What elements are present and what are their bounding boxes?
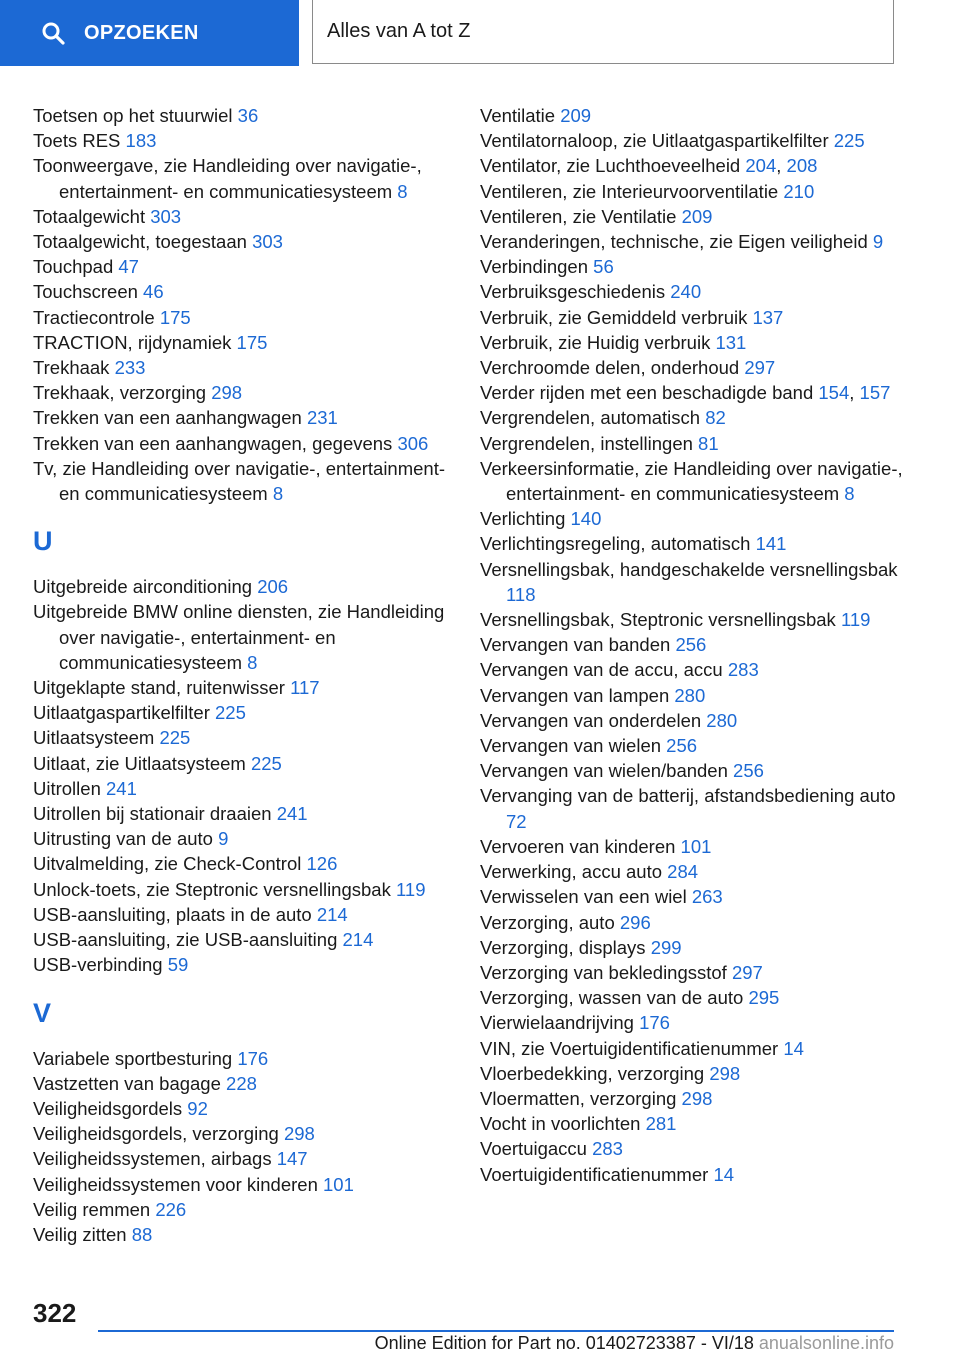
index-entry: [33, 380, 453, 405]
index-entry-text: Ventilatie: [480, 105, 556, 126]
page-link[interactable]: 206: [257, 576, 289, 598]
index-entry-text: Veiligheidssystemen, airbags: [33, 1148, 272, 1170]
page-link[interactable]: 283: [727, 659, 759, 681]
index-entry-text: Trekhaak: [33, 357, 110, 379]
page-link[interactable]: 296: [619, 911, 651, 933]
index-entry-text: Voertuigidentificatienummer: [480, 1163, 709, 1185]
search-button-label: OPZOEKEN: [84, 21, 199, 44]
index-entry: [33, 851, 453, 876]
page-link[interactable]: 280: [706, 709, 738, 731]
index-entry: [480, 733, 910, 758]
index-entry-text: Versnellingsbak, Steptronic versnellingsbak: [480, 609, 836, 631]
index-entry-text: Verder rijden met een beschadigde band: [480, 382, 814, 404]
index-entry-text: Uitlaatsysteem: [33, 727, 155, 749]
page-link[interactable]: 9: [218, 828, 229, 850]
index-entry-text: Uitgebreide BMW online diensten, zie Handleiding over navigatie-, entertainment- en communicatiesysteem: [33, 601, 445, 673]
index-entry: [480, 103, 910, 128]
page-link[interactable]: 117: [290, 677, 320, 699]
page-link[interactable]: 176: [639, 1012, 670, 1034]
page-link[interactable]: 298: [681, 1087, 713, 1109]
page-link[interactable]: 9: [872, 231, 884, 253]
index-entry: [480, 884, 910, 909]
page-link[interactable]: 82: [705, 407, 726, 429]
index-entry-text: Unlock-toets, zie Steptronic versnellingsbak: [33, 878, 391, 900]
page-link[interactable]: 280: [674, 684, 706, 706]
index-entry: [33, 1172, 453, 1197]
index-entry: [480, 1111, 910, 1136]
footer-edition-text: Online Edition for Part no. 01402723387 - VI/18: [374, 1333, 754, 1353]
index-entry-text: Verzorging van bekledingsstof: [480, 961, 727, 983]
index-entry-text: Ventileren, zie Interieurvoorventilatie: [480, 180, 779, 202]
index-entry-text: Vocht in voorlichten: [480, 1113, 641, 1135]
page-link[interactable]: 81: [698, 432, 719, 454]
index-entry: [480, 1036, 910, 1061]
index-entry: [480, 179, 910, 204]
index-entry: [480, 834, 910, 859]
index-entry: [480, 254, 910, 279]
index-entry: [33, 952, 453, 977]
index-entry: [480, 531, 910, 556]
page-link[interactable]: 8: [397, 180, 408, 202]
index-entry-text: Vervoeren van kinderen: [480, 835, 676, 857]
index-entry: [33, 751, 453, 776]
index-group-v: [33, 1046, 453, 1248]
index-entry-text: Veilig remmen: [33, 1198, 151, 1220]
index-entry: [33, 128, 453, 153]
index-entry-text: Toonweergave, zie Handleiding over navigatie-, entertainment- en communicatiesysteem: [33, 155, 422, 202]
page-link[interactable]: 8: [272, 483, 284, 505]
index-entry: [480, 708, 910, 733]
page-link[interactable]: 298: [283, 1123, 315, 1145]
index-entry: [33, 801, 453, 826]
index-entry-text: Verwerking, accu auto: [480, 861, 663, 883]
index-entry-text: Verkeersinformatie, zie Handleiding over navigatie-, entertainment- en communicatiesysteem: [480, 457, 903, 505]
index-entry-text: Toetsen op het stuurwiel: [33, 105, 233, 126]
index-entry: [33, 1071, 453, 1096]
page-link[interactable]: 231: [306, 407, 338, 429]
index-entry-text: Touchscreen: [33, 281, 138, 303]
page-link[interactable]: 297: [731, 961, 763, 983]
page-link[interactable]: 92: [187, 1097, 208, 1119]
index-entry-text: Vloerbedekking, verzorging: [480, 1062, 705, 1084]
index-entry-text: Uitgebreide airconditioning: [33, 576, 253, 598]
index-entry: [480, 557, 910, 607]
index-group-u: [33, 574, 453, 977]
index-column-left: [33, 103, 453, 1247]
index-entry-text: Ventileren, zie Ventilatie: [480, 205, 677, 227]
page-link[interactable]: 241: [106, 777, 137, 799]
index-entry-text: Veiligheidsgordels, verzorging: [33, 1123, 279, 1145]
index-entry-text: Verbruik, zie Huidig verbruik: [480, 331, 711, 353]
page-link[interactable]: 297: [744, 357, 776, 379]
page-link[interactable]: 56: [593, 256, 614, 278]
section-title[interactable]: [312, 0, 894, 64]
index-entry-text: Verzorging, auto: [480, 911, 615, 933]
index-group-t: [33, 103, 453, 506]
index-entry: [33, 305, 453, 330]
index-entry: [33, 405, 453, 430]
index-entry-text: Uitgeklapte stand, ruitenwisser: [33, 677, 285, 699]
page-link[interactable]: 263: [691, 886, 723, 908]
index-entry-text: Totaalgewicht, toegestaan: [33, 231, 247, 253]
top-bar: [0, 0, 960, 66]
index-entry-text: Verzorging, wassen van de auto: [480, 987, 744, 1009]
index-entry: [480, 1061, 910, 1086]
index-group-v-continued: [480, 103, 910, 1187]
index-entry-text: Uitlaat, zie Uitlaatsysteem: [33, 752, 246, 774]
index-entry: [33, 204, 453, 229]
page-link[interactable]: 176: [237, 1047, 269, 1069]
page-link[interactable]: 101: [680, 835, 712, 857]
page-link[interactable]: 141: [755, 533, 787, 555]
index-entry-text: USB-verbinding: [33, 954, 163, 976]
index-entry-text: Uitlaatgaspartikelfilter: [33, 702, 210, 724]
index-entry: [480, 229, 910, 254]
index-entry-text: Veiligheidssystemen voor kinderen: [33, 1173, 318, 1195]
page-link[interactable]: 299: [650, 936, 682, 958]
index-entry: [33, 902, 453, 927]
index-entry: [480, 1136, 910, 1161]
page-link[interactable]: 306: [397, 432, 429, 454]
index-entry-text: Verwisselen van een wiel: [480, 886, 687, 908]
page-link[interactable]: 14: [713, 1163, 735, 1185]
index-entry: [33, 1222, 453, 1247]
index-entry: [480, 935, 910, 960]
page-link[interactable]: 214: [316, 903, 348, 925]
index-entry-text: Veiligheidsgordels: [33, 1097, 183, 1119]
index-entry: [480, 405, 910, 430]
index-entry-text: Ventilator, zie Luchthoeveelheid: [480, 155, 741, 177]
page-link[interactable]: 295: [748, 987, 780, 1009]
page-link[interactable]: 298: [211, 382, 243, 404]
footer-watermark: anualsonline.info: [758, 1333, 894, 1353]
index-entry-text: Uitrollen bij stationair draaien: [33, 803, 272, 825]
page-link[interactable]: 118: [506, 583, 536, 605]
index-entry-text: Vervangen van wielen/banden: [480, 760, 728, 782]
page-link[interactable]: 256: [675, 634, 707, 656]
index-entry-text: Veranderingen, technische, zie Eigen veiligheid: [480, 231, 868, 253]
index-entry: [33, 330, 453, 355]
index-entry-text: Verbindingen: [480, 256, 589, 278]
page-link[interactable]: 140: [570, 508, 602, 530]
page-link[interactable]: 175: [236, 331, 268, 353]
index-entry-text: Vierwielaandrijving: [480, 1012, 634, 1034]
index-entry: [33, 279, 453, 304]
page-link[interactable]: 283: [592, 1138, 623, 1160]
page-link[interactable]: 210: [783, 180, 815, 202]
index-entry-text: Verbruiksgeschiedenis: [480, 281, 666, 303]
index-entry-text: Trekken van een aanhangwagen, gegevens: [33, 432, 393, 454]
index-entry: [33, 1146, 453, 1171]
index-entry-text: Versnellingsbak, handgeschakelde versnellingsbak: [480, 558, 898, 580]
index-entry: [480, 305, 910, 330]
page-link[interactable]: 204: [745, 155, 777, 177]
index-entry-text: Toets RES: [33, 130, 121, 152]
index-entry: [480, 607, 910, 632]
index-entry: [33, 700, 453, 725]
index-entry-text: Vervangen van banden: [480, 634, 671, 656]
index-entry: [33, 229, 453, 254]
index-entry-text: Verbruik, zie Gemiddeld verbruik: [480, 306, 748, 328]
index-entry-text: Verlichting: [480, 508, 566, 530]
page-link[interactable]: 183: [125, 130, 157, 152]
index-entry: [33, 431, 453, 456]
index-entry: [480, 683, 910, 708]
index-entry-text: Tractiecontrole: [33, 306, 155, 328]
index-letter-v: V: [33, 997, 52, 1028]
page-link[interactable]: 303: [150, 205, 182, 227]
page-link[interactable]: 119: [395, 878, 426, 900]
index-entry: [480, 783, 910, 833]
page-link[interactable]: 209: [560, 105, 592, 126]
section-title-text: Alles van A tot Z: [327, 20, 471, 42]
index-entry: [480, 1010, 910, 1035]
page-link[interactable]: 281: [645, 1113, 677, 1135]
index-entry: [33, 675, 453, 700]
index-entry: [480, 330, 910, 355]
page-link[interactable]: 241: [276, 803, 308, 825]
index-entry: [480, 960, 910, 985]
index-entry: [33, 1096, 453, 1121]
index-entry-text: Ventilatornaloop, zie Uitlaatgaspartikelfilter: [480, 130, 829, 152]
page-link[interactable]: 131: [715, 331, 747, 353]
index-entry-text: Vergrendelen, automatisch: [480, 407, 701, 429]
page-link[interactable]: 284: [667, 861, 699, 883]
index-entry-text: Trekhaak, verzorging: [33, 382, 207, 404]
index-entry: [480, 279, 910, 304]
index-entry-text: Trekken van een aanhangwagen: [33, 407, 302, 429]
index-entry: [480, 355, 910, 380]
page-link[interactable]: 8: [844, 483, 855, 505]
page-link[interactable]: 228: [226, 1072, 257, 1094]
index-entry-text: Vervangen van de accu, accu: [480, 659, 723, 681]
index-entry-text: Verchroomde delen, onderhoud: [480, 357, 740, 379]
index-entry: [480, 657, 910, 682]
index-entry-text: Vervangen van onderdelen: [480, 709, 702, 731]
page-link[interactable]: 119: [840, 609, 871, 631]
index-entry: [33, 1046, 453, 1071]
index-entry-text: Vervangen van lampen: [480, 684, 670, 706]
page-link[interactable]: 256: [733, 760, 764, 782]
index-entry-text: Touchpad: [33, 256, 114, 278]
page-link[interactable]: 137: [752, 306, 784, 328]
page-link[interactable]: 36: [237, 105, 259, 126]
index-entry: Ventilator, zie Luchthoeveelheid 204, 208: [480, 155, 818, 177]
index-entry: [480, 456, 910, 506]
index-entry-text: Vergrendelen, instellingen: [480, 432, 693, 454]
index-entry: [33, 254, 453, 279]
page-link[interactable]: 154: [818, 382, 850, 404]
index-entry-text: Vervanging van de batterij, afstandsbediening auto: [480, 785, 896, 807]
index-entry: [33, 725, 453, 750]
page-link[interactable]: 47: [118, 256, 139, 278]
page-link[interactable]: 88: [131, 1223, 153, 1245]
index-column-right: [480, 103, 910, 1187]
page-link[interactable]: 240: [670, 281, 702, 303]
index-entry: [33, 1121, 453, 1146]
footer-divider: [98, 1330, 894, 1332]
index-entry: [33, 599, 453, 675]
index-entry-text: Verlichtingsregeling, automatisch: [480, 533, 751, 555]
index-entry-text: Uitrollen: [33, 777, 101, 799]
index-entry: [480, 632, 910, 657]
page-link[interactable]: 72: [506, 810, 527, 832]
search-button[interactable]: [0, 0, 299, 66]
index-entry-text: VIN, zie Voertuigidentificatienummer: [480, 1037, 779, 1059]
page-link[interactable]: 14: [783, 1037, 804, 1059]
index-letter-u: U: [33, 526, 53, 557]
index-entry-text: Voertuigaccu: [480, 1138, 587, 1160]
page-link[interactable]: 46: [143, 281, 164, 303]
index-entry-text: Vloermatten, verzorging: [480, 1087, 677, 1109]
index-entry-text: Totaalgewicht: [33, 205, 146, 227]
index-entry: [33, 826, 453, 851]
index-entry: [480, 1086, 910, 1111]
page-link[interactable]: 8: [247, 651, 258, 673]
index-entry-text: USB-aansluiting, zie USB-aansluiting: [33, 929, 338, 951]
index-entry: [480, 128, 910, 153]
page-link[interactable]: 226: [155, 1198, 187, 1220]
index-entry: [33, 776, 453, 801]
page-link[interactable]: 101: [323, 1173, 354, 1195]
search-icon: [40, 20, 66, 46]
index-entry-text: Veilig zitten: [33, 1223, 127, 1245]
index-entry-text: Tv, zie Handleiding over navigatie-, entertainment- en communicatiesysteem: [33, 457, 446, 505]
page-link[interactable]: 233: [114, 357, 146, 379]
page-link[interactable]: 225: [215, 702, 246, 724]
index-entry: [33, 355, 453, 380]
index-entry: [33, 153, 453, 203]
index-entry: [480, 985, 910, 1010]
page-link[interactable]: 157: [859, 382, 891, 404]
page-link[interactable]: 298: [709, 1062, 741, 1084]
index-entry-text: TRACTION, rijdynamiek: [33, 331, 232, 353]
index-entry: [33, 574, 453, 599]
page-link[interactable]: 208: [786, 155, 818, 177]
page-link[interactable]: 225: [833, 130, 865, 152]
index-entry: [33, 1197, 453, 1222]
index-entry: [480, 204, 910, 229]
index-entry: [480, 506, 910, 531]
index-entry: [480, 859, 910, 884]
index-entry: [480, 758, 910, 783]
index-entry: [33, 103, 453, 128]
index-entry-text: Uitvalmelding, zie Check-Control: [33, 853, 302, 875]
index-entry: [33, 927, 453, 952]
index-entry: [480, 431, 910, 456]
page-link[interactable]: 303: [252, 231, 283, 253]
index-entry: Verder rijden met een beschadigde band 154, 157: [480, 382, 891, 404]
index-entry-text: USB-aansluiting, plaats in de auto: [33, 903, 312, 925]
page-link[interactable]: 214: [342, 929, 374, 951]
index-entry: [480, 1162, 910, 1187]
page-link[interactable]: 209: [681, 205, 713, 227]
page-link[interactable]: 225: [159, 727, 191, 749]
page-number: 322: [33, 1298, 77, 1328]
footer-edition: [375, 1333, 894, 1354]
page-link[interactable]: 256: [666, 735, 698, 757]
page-link[interactable]: 175: [159, 306, 191, 328]
page-link[interactable]: 59: [167, 954, 189, 976]
index-entry-text: Verzorging, displays: [480, 936, 646, 958]
index-entry: [33, 877, 453, 902]
index-entry: [33, 456, 453, 506]
index-entry-text: Vervangen van wielen: [480, 735, 662, 757]
index-entry-text: Uitrusting van de auto: [33, 828, 213, 850]
page-link[interactable]: 126: [306, 853, 338, 875]
index-entry-text: Variabele sportbesturing: [33, 1047, 233, 1069]
page-link[interactable]: 225: [250, 752, 282, 774]
index-entry-text: Vastzetten van bagage: [33, 1072, 221, 1094]
index-entry: [480, 910, 910, 935]
page-link[interactable]: 147: [276, 1148, 308, 1170]
